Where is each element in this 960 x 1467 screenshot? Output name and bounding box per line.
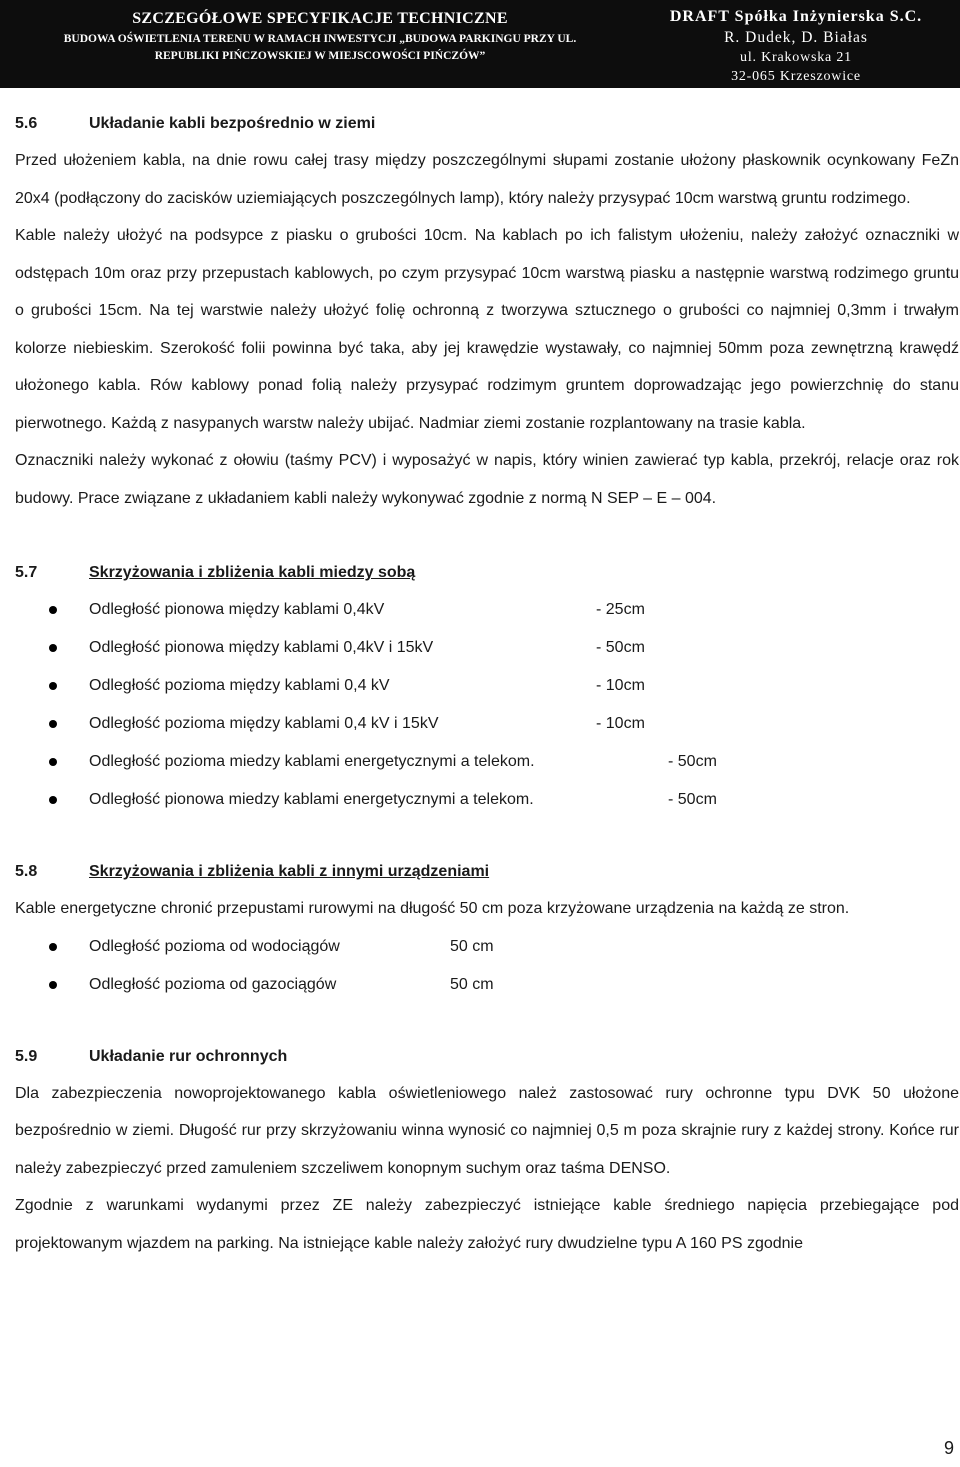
spec-title: SZCZEGÓŁOWE SPECYFIKACJE TECHNICZNE: [132, 10, 508, 27]
section-5-7-heading: [15, 555, 959, 591]
paragraph: Zgodnie z warunkami wydanymi przez ZE należy zabezpieczyć istniejące kable średniego napięcia przebiegające pod projektowanym wjazdem na parking. Na istniejące kable należy założyć rury dwudzielne typu A 160 PS zgodnie: [15, 1197, 959, 1252]
section-number: 5.9: [15, 1047, 38, 1065]
bullet-icon: [49, 720, 57, 728]
list-item: Odległość pozioma od gazociągów 50 cm: [15, 966, 959, 1004]
list-item: Odległość pozioma od wodociągów 50 cm: [15, 928, 959, 966]
bullet-icon: [49, 943, 57, 951]
section-5-8-heading: [15, 854, 959, 890]
list-item: Odległość pionowa między kablami 0,4kV - 25cm: [15, 591, 959, 629]
bullet-icon: [49, 682, 57, 690]
paragraph: Przed ułożeniem kabla, na dnie rowu całej trasy między poszczególnymi słupami zostanie ułożony płaskownik ocynkowany FeZn 20x4 (podłączony do zacisków uziemiających poszczególnych lamp), który należy przysypać 10cm warstwą gruntu rodzimego.: [15, 152, 959, 207]
paragraph: Kable energetyczne chronić przepustami rurowymi na długość 50 cm poza krzyżowane urządzenia na każdą ze stron.: [15, 900, 850, 917]
paragraph: Dla zabezpieczenia nowoprojektowanego kabla oświetleniowego należ zastosować rury ochronne typu DVK 50 ułożone bezpośrednio w ziemi. Długość rur przy skrzyżowaniu winna wynosić co najmniej 0,5 m poza skrajnie rury z każdej strony. Końce rur należy zabezpieczyć przed zamuleniem szczeliwem konopnym suchym oraz taśma DENSO.: [15, 1084, 959, 1177]
project-line-1: BUDOWA OŚWIETLENIA TERENU W RAMACH INWESTYCJI „BUDOWA PARKINGU PRZY UL.: [63, 33, 577, 45]
list-item: Odległość pionowa miedzy kablami energetycznymi a telekom. - 50cm: [15, 781, 959, 819]
list-item: Odległość pozioma między kablami 0,4 kV i 15kV - 10cm: [15, 705, 959, 743]
section-title: Skrzyżowania i zbliżenia kabli z innymi urządzeniami: [89, 863, 490, 880]
bullet-icon: [49, 758, 57, 766]
company-street: ul. Krakowska 21: [740, 50, 852, 65]
company-block: [656, 8, 936, 85]
list-item: Odległość pionowa między kablami 0,4kV i 15kV - 50cm: [15, 629, 959, 667]
company-city: 32-065 Krzeszowice: [731, 69, 861, 84]
document-header: [0, 0, 960, 88]
page-number: 9: [944, 1438, 955, 1458]
section-title: Układanie kabli bezpośrednio w ziemi: [89, 115, 376, 132]
paragraph: Oznaczniki należy wykonać z ołowiu (taśmy PCV) i wyposażyć w napis, który winien zawierać typ kabla, przekrój, relacje oraz rok budowy. Prace związane z układaniem kabli należy wykonywać zgodnie z normą N SEP – E – 004.: [15, 452, 959, 507]
section-5-9-heading: [15, 1039, 959, 1075]
section-number: 5.6: [15, 115, 38, 132]
paragraph: Kable należy ułożyć na podsypce z piasku o grubości 10cm. Na kablach po ich falistym ułożeniu, należy założyć oznaczniki w odstępach 10m oraz przy przepustach kablowych, po czym przysypać 10cm warstwą piasku a następnie warstwą rodzimego gruntu o grubości 15cm. Na tej warstwie należy ułożyć folię ochronną z tworzywa sztucznego o grubości co najmniej 0,3mm i trwałym kolorze niebieskim. Szerokość folii powinna być taka, aby jej krawędzie wystawały, co najmniej 50mm poza zewnętrzną krawędź ułożonego kabla. Rów kablowy ponad folią należy przysypać rodzimym gruntem doprowadzając jego powierzchnię do stanu pierwotnego. Każdą z nasypanych warstw należy ubijać. Nadmiar ziemi zostanie rozplantowany na trasie kabla.: [15, 227, 959, 432]
list-item: Odległość pozioma miedzy kablami energetycznymi a telekom. - 50cm: [15, 743, 959, 781]
clearance-list: [15, 591, 959, 819]
section-title: Układanie rur ochronnych: [89, 1047, 288, 1065]
project-title-block: [0, 10, 640, 62]
company-name: DRAFT Spółka Inżynierska S.C.: [669, 8, 923, 25]
bullet-icon: [49, 796, 57, 804]
project-line-2: REPUBLIKI PIŃCZOWSKIEJ W MIEJSCOWOŚCI PIŃCZÓW”: [154, 50, 486, 62]
section-number: 5.8: [15, 863, 38, 880]
section-number: 5.7: [15, 564, 38, 581]
company-owners: R. Dudek, D. Białas: [724, 29, 868, 46]
document-body: [15, 106, 959, 1262]
section-5-6-heading: [15, 106, 959, 142]
list-item: Odległość pozioma między kablami 0,4 kV - 10cm: [15, 667, 959, 705]
section-title: Skrzyżowania i zbliżenia kabli miedzy sobą: [89, 564, 416, 581]
distance-list: [15, 928, 959, 1004]
bullet-icon: [49, 981, 57, 989]
bullet-icon: [49, 644, 57, 652]
bullet-icon: [49, 606, 57, 614]
